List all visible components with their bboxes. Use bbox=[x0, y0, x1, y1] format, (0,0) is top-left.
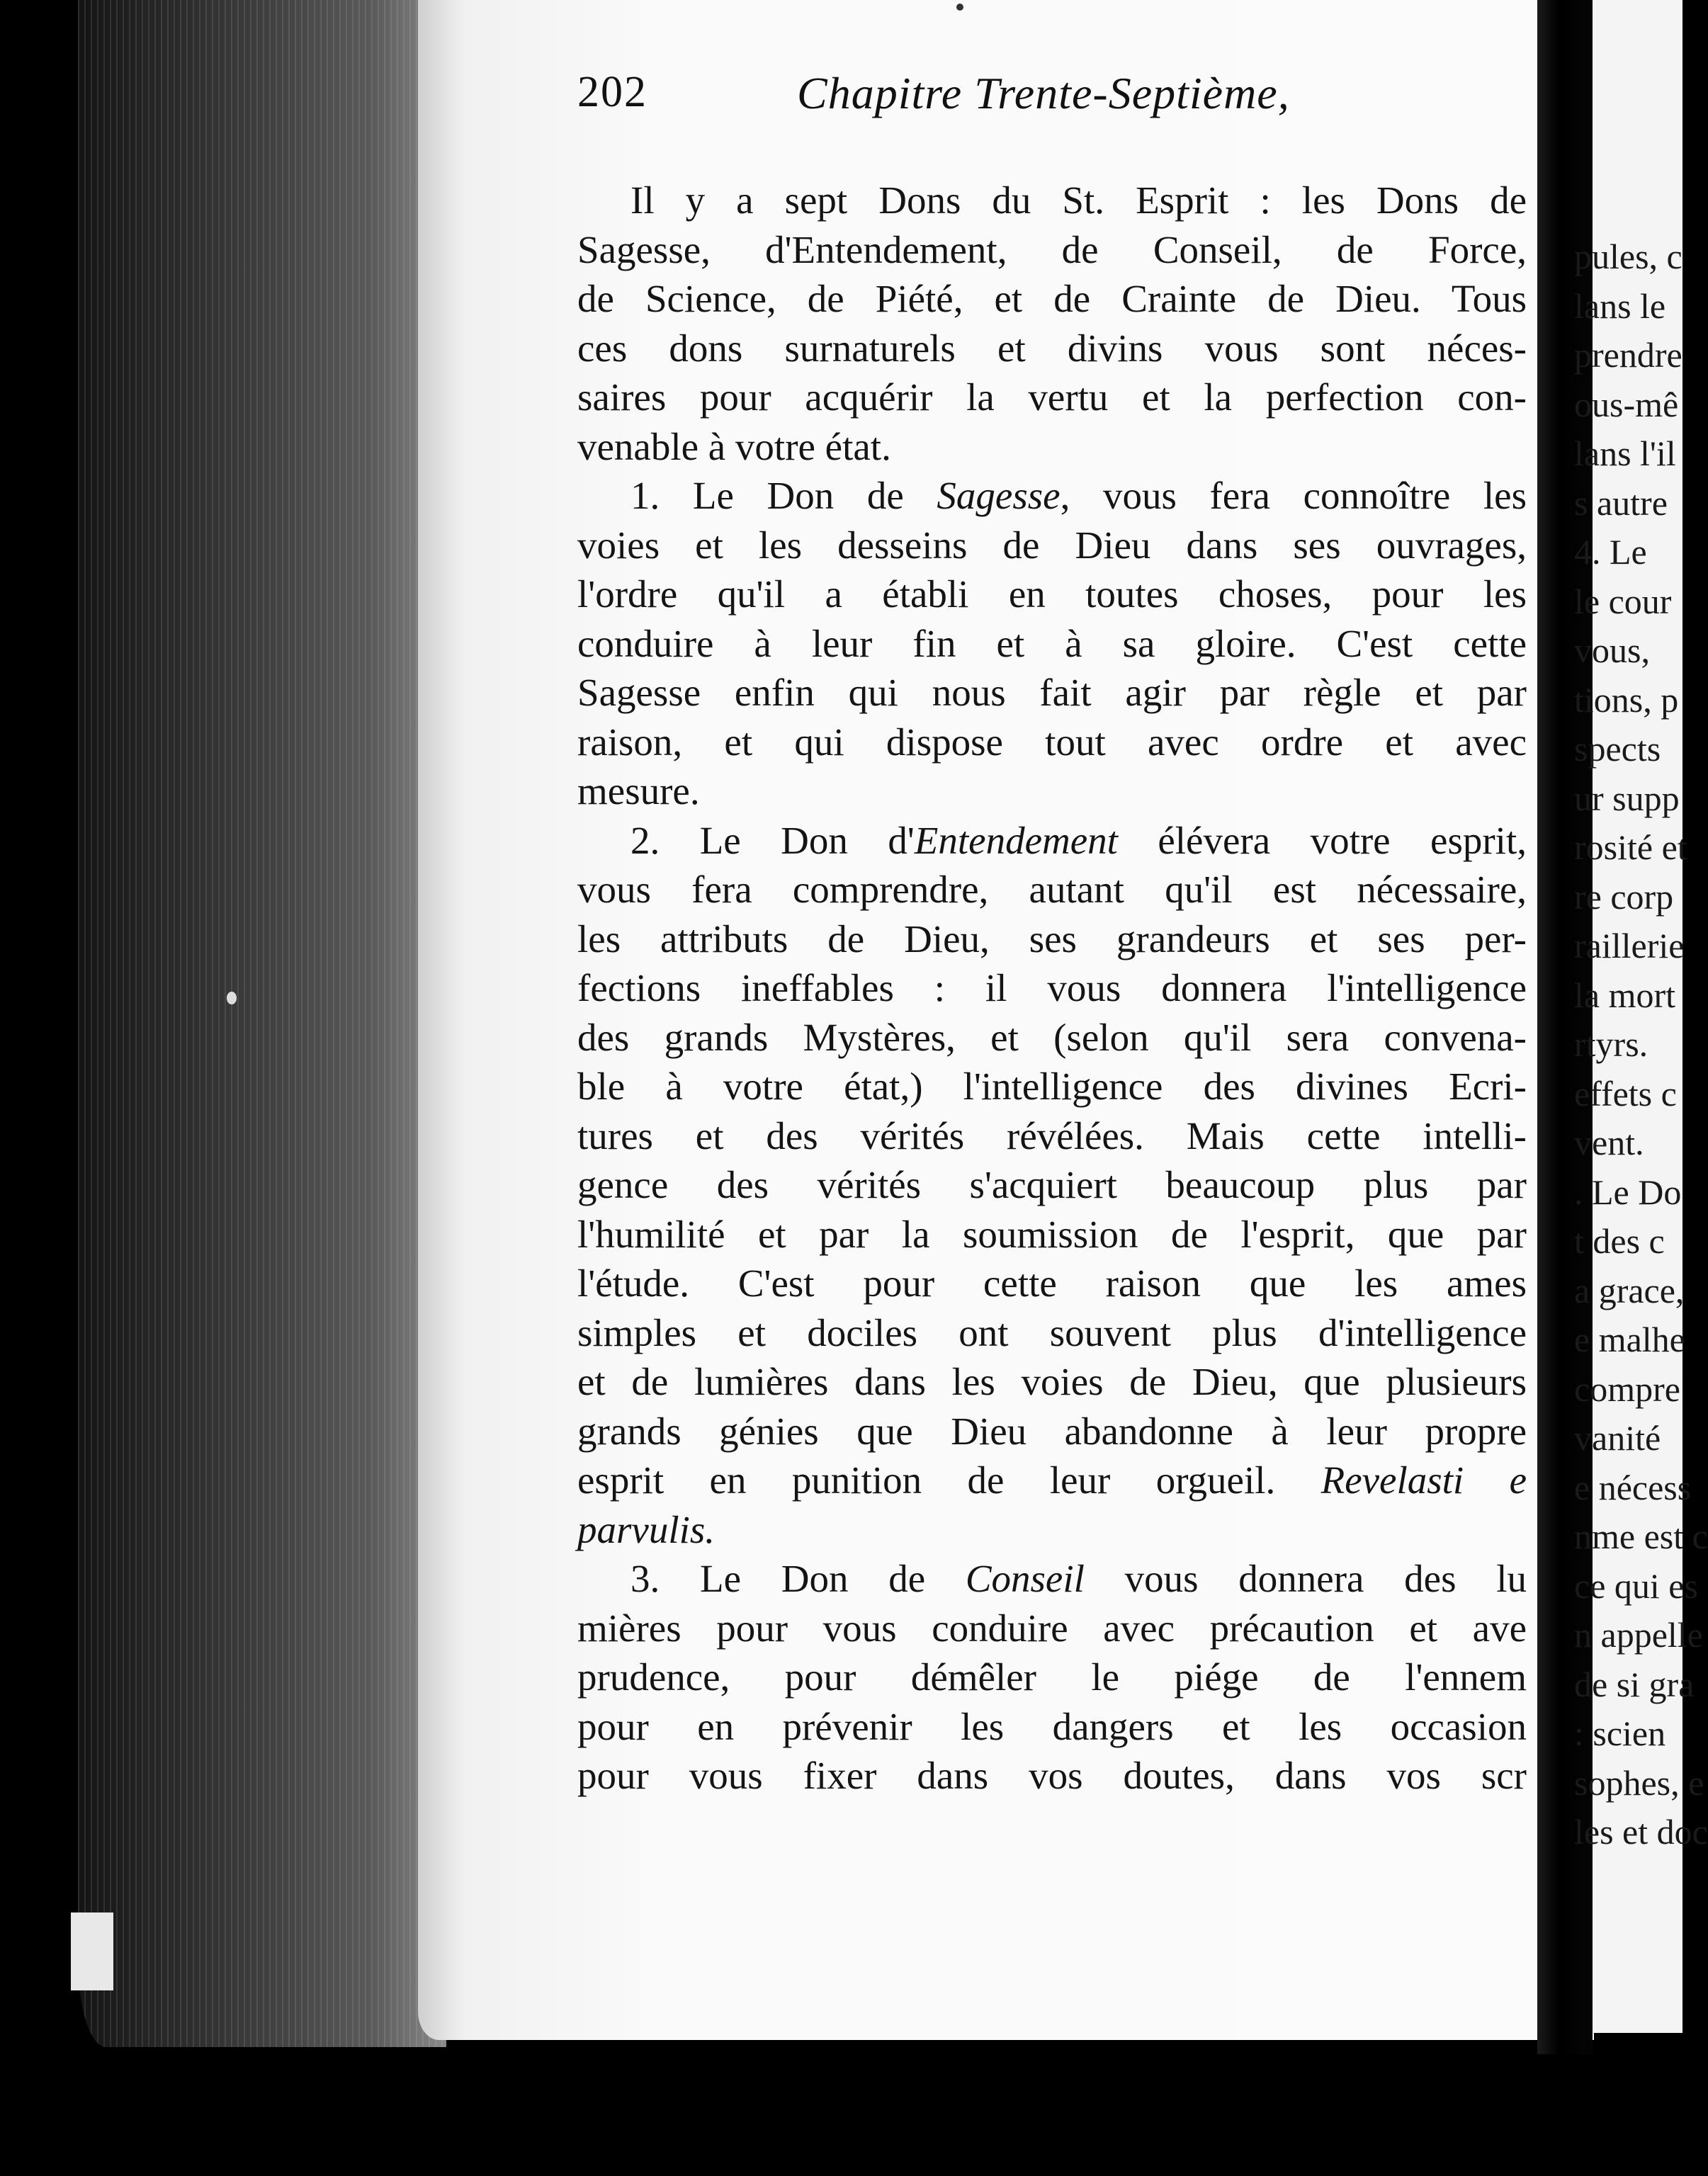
fragment-line: pules, c bbox=[1574, 237, 1682, 276]
text-line-with-latin bbox=[577, 1456, 1527, 1505]
gift-term: Sagesse bbox=[937, 474, 1061, 517]
fragment-line: ce qui es bbox=[1574, 1565, 1698, 1606]
running-title: Chapitre Trente-Septième, bbox=[797, 68, 1290, 118]
lead-text-rest: élévera votre esprit, bbox=[1117, 818, 1527, 862]
paragraph-lead-line bbox=[577, 471, 1527, 521]
fragment-line: vent. bbox=[1574, 1123, 1644, 1162]
page-number: 202 bbox=[577, 68, 647, 116]
text-segment: esprit en punition de leur orgueil. bbox=[577, 1458, 1276, 1502]
fragment-line: prendre bbox=[1574, 335, 1682, 375]
text-line: ble à votre état,) l'intelligence des divines Ecri- bbox=[577, 1065, 1527, 1108]
text-line: gence des vérités s'acquiert beaucoup plus par bbox=[577, 1163, 1527, 1206]
fragment-line: la mort bbox=[1574, 975, 1676, 1015]
fragment-line: spects bbox=[1574, 729, 1661, 769]
body-text bbox=[577, 176, 1527, 1801]
text-line: Il y a sept Dons du St. Esprit : les Dons de bbox=[630, 178, 1527, 222]
text-line: l'ordre qu'il a établi en toutes choses, pour les bbox=[577, 572, 1527, 616]
fragment-line: re corp bbox=[1574, 876, 1674, 917]
text-line: pour vous fixer dans vos doutes, dans vos scr bbox=[577, 1754, 1527, 1797]
text-line: Sagesse, d'Entendement, de Conseil, de Force, bbox=[577, 227, 1527, 271]
fragment-line: n appelle bbox=[1574, 1615, 1703, 1655]
text-line: venable à votre état. bbox=[577, 424, 891, 468]
text-line: des grands Mystères, et (selon qu'il sera convena- bbox=[577, 1015, 1527, 1059]
latin-quote-end: parvulis. bbox=[577, 1507, 716, 1551]
text-line: prudence, pour démêler le piége de l'ennem bbox=[577, 1655, 1527, 1699]
fragment-line: ous-mê bbox=[1574, 384, 1679, 424]
fragment-line: t des c bbox=[1574, 1221, 1665, 1261]
fragment-line: ur supp bbox=[1574, 778, 1680, 818]
lead-text: 3. Le Don de bbox=[630, 1557, 966, 1600]
book-fore-edge bbox=[78, 0, 446, 2047]
fragment-line: : scien bbox=[1574, 1713, 1666, 1753]
fragment-line: raillerie bbox=[1574, 926, 1685, 965]
text-line: mesure. bbox=[577, 769, 700, 812]
text-line: pour en prévenir les dangers et les occasion bbox=[577, 1704, 1527, 1748]
paragraph-lead-line bbox=[577, 816, 1527, 866]
text-line: l'humilité et par la soumission de l'esprit, que par bbox=[577, 1212, 1527, 1256]
fragment-line: a grace, bbox=[1574, 1270, 1685, 1310]
text-line: fections ineffables : il vous donnera l'intelligence bbox=[577, 966, 1527, 1009]
fragment-line: vanité bbox=[1574, 1418, 1661, 1458]
fragment-line: e nécess bbox=[1574, 1467, 1692, 1507]
fragment-line: de si gra bbox=[1574, 1664, 1695, 1704]
fragment-line: s autre bbox=[1574, 482, 1668, 523]
fragment-line: lans le bbox=[1574, 285, 1666, 326]
fragment-line: . Le Do bbox=[1574, 1172, 1682, 1212]
gift-term: Entendement bbox=[914, 818, 1118, 862]
lead-text-rest: , vous fera connoître les bbox=[1060, 474, 1527, 517]
text-line: tures et des vérités révélées. Mais cette intelli- bbox=[577, 1114, 1527, 1157]
paper-strip bbox=[71, 1912, 113, 1990]
text-line: conduire à leur fin et à sa gloire. C'est cette bbox=[577, 621, 1527, 665]
gift-term: Conseil bbox=[965, 1557, 1085, 1600]
facing-page-text bbox=[1574, 232, 1708, 1857]
text-line: ces dons surnaturels et divins vous sont néces- bbox=[577, 326, 1527, 370]
text-line: vous fera comprendre, autant qu'il est nécessaire, bbox=[577, 868, 1527, 911]
fragment-line: compre bbox=[1574, 1368, 1680, 1409]
fragment-line: rtyrs. bbox=[1574, 1024, 1648, 1064]
fragment-line: lans l'il bbox=[1574, 434, 1676, 473]
paragraph-lead-line bbox=[577, 1554, 1527, 1604]
fragment-line: les et doc bbox=[1574, 1812, 1708, 1852]
fragment-line: rosité et bbox=[1574, 827, 1687, 867]
speck bbox=[227, 992, 237, 1004]
text-line: saires pour acquérir la vertu et la perfection con- bbox=[577, 375, 1527, 419]
fragment-line: 4. Le bbox=[1574, 532, 1647, 572]
text-line: l'étude. C'est pour cette raison que les ames bbox=[577, 1262, 1527, 1305]
fragment-line: vous, bbox=[1574, 630, 1650, 670]
fragment-line: tions, p bbox=[1574, 679, 1679, 720]
lead-text: 1. Le Don de bbox=[630, 474, 937, 517]
text-line: grands génies que Dieu abandonne à leur propre bbox=[577, 1409, 1527, 1453]
lead-text: 2. Le Don d' bbox=[630, 818, 915, 862]
fragment-line: le cour bbox=[1574, 581, 1672, 621]
fragment-line: sophes, e bbox=[1574, 1762, 1704, 1803]
text-line: simples et dociles ont souvent plus d'intelligence bbox=[577, 1310, 1527, 1354]
fragment-line: e malhe bbox=[1574, 1320, 1685, 1359]
fragment-line: effets c bbox=[1574, 1073, 1677, 1114]
text-line: raison, et qui dispose tout avec ordre et avec bbox=[577, 720, 1527, 764]
page-header bbox=[577, 67, 1555, 131]
fragment-line: nme est c bbox=[1574, 1517, 1708, 1556]
text-line: et de lumières dans les voies de Dieu, que plusieurs bbox=[577, 1360, 1527, 1403]
latin-quote: Revelasti e bbox=[1320, 1458, 1527, 1502]
text-line: Sagesse enfin qui nous fait agir par règle et par bbox=[577, 671, 1527, 714]
text-line: voies et les desseins de Dieu dans ses ouvrages, bbox=[577, 523, 1527, 567]
lead-text-rest: vous donnera des lu bbox=[1084, 1557, 1527, 1600]
speck bbox=[956, 4, 963, 11]
text-line: mières pour vous conduire avec précaution et ave bbox=[577, 1606, 1527, 1650]
text-line: les attributs de Dieu, ses grandeurs et ses per- bbox=[577, 917, 1527, 960]
text-line: de Science, de Piété, et de Crainte de Dieu. Tous bbox=[577, 277, 1527, 320]
